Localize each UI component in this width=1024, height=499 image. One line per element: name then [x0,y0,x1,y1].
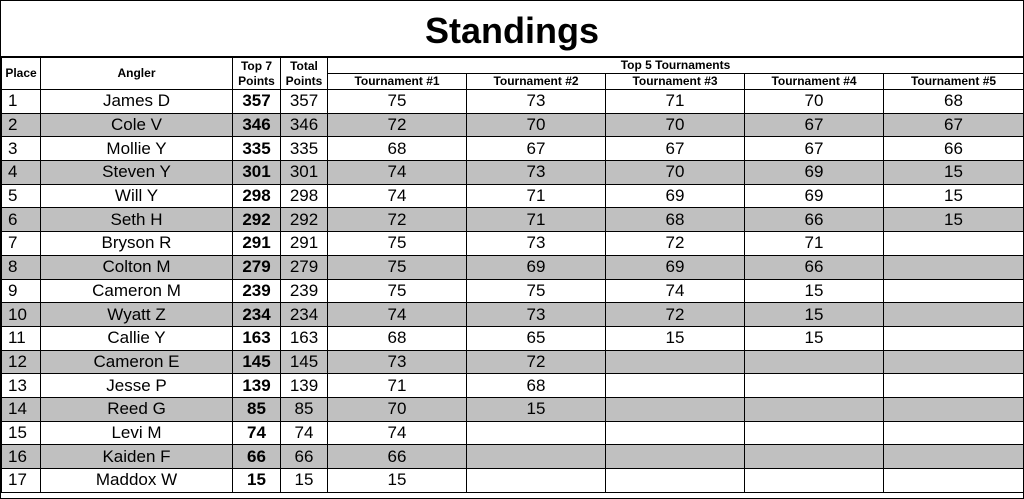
tournament-4-cell [745,421,884,445]
place-cell: 13 [2,374,41,398]
angler-cell: Cameron M [41,279,233,303]
place-cell: 5 [2,184,41,208]
total-points-cell: 66 [281,445,328,469]
tournament-5-cell [884,303,1024,327]
tournament-4-cell: 67 [745,113,884,137]
tournament-5-cell: 66 [884,137,1024,161]
tournament-1-cell: 74 [328,421,467,445]
header-total-line1: Total [290,58,318,73]
total-points-cell: 298 [281,184,328,208]
top7-points-cell: 291 [233,232,281,256]
tournament-5-cell [884,350,1024,374]
tournament-3-cell: 72 [606,303,745,327]
table-row [2,421,1024,445]
tournament-2-cell: 15 [467,397,606,421]
total-points-cell: 292 [281,208,328,232]
table-row [2,374,1024,398]
table-row [2,232,1024,256]
total-points-cell: 139 [281,374,328,398]
header-top7-line2: Points [238,73,275,88]
tournament-3-cell: 70 [606,161,745,185]
tournament-2-cell: 67 [467,137,606,161]
angler-cell: Kaiden F [41,445,233,469]
tournament-3-cell [606,445,745,469]
header-top5-tournaments: Top 5 Tournaments [328,58,1024,74]
top7-points-cell: 234 [233,303,281,327]
tournament-4-cell: 69 [745,184,884,208]
tournament-5-cell [884,279,1024,303]
total-points-cell: 15 [281,469,328,493]
table-row [2,350,1024,374]
angler-cell: Bryson R [41,232,233,256]
place-cell: 4 [2,161,41,185]
total-points-cell: 234 [281,303,328,327]
total-points-cell: 291 [281,232,328,256]
tournament-4-cell: 69 [745,161,884,185]
tournament-2-cell: 72 [467,350,606,374]
tournament-4-cell: 15 [745,303,884,327]
tournament-3-cell: 68 [606,208,745,232]
place-cell: 1 [2,90,41,114]
tournament-1-cell: 72 [328,113,467,137]
table-row [2,397,1024,421]
angler-cell: Jesse P [41,374,233,398]
place-cell: 16 [2,445,41,469]
table-row [2,326,1024,350]
tournament-4-cell: 15 [745,279,884,303]
angler-cell: Colton M [41,255,233,279]
table-row [2,161,1024,185]
place-cell: 15 [2,421,41,445]
tournament-3-cell [606,397,745,421]
tournament-3-cell [606,350,745,374]
tournament-5-cell [884,445,1024,469]
tournament-1-cell: 71 [328,374,467,398]
tournament-4-cell: 71 [745,232,884,256]
table-row [2,445,1024,469]
tournament-5-cell [884,326,1024,350]
tournament-1-cell: 15 [328,469,467,493]
tournament-4-cell: 66 [745,255,884,279]
header-tournament-5: Tournament #5 [884,74,1024,90]
table-row [2,255,1024,279]
tournament-5-cell [884,469,1024,493]
top7-points-cell: 85 [233,397,281,421]
place-cell: 9 [2,279,41,303]
tournament-3-cell: 72 [606,232,745,256]
tournament-3-cell [606,469,745,493]
angler-cell: Cole V [41,113,233,137]
angler-cell: Reed G [41,397,233,421]
top7-points-cell: 292 [233,208,281,232]
tournament-4-cell: 15 [745,326,884,350]
angler-cell: Mollie Y [41,137,233,161]
angler-cell: Wyatt Z [41,303,233,327]
top7-points-cell: 239 [233,279,281,303]
top7-points-cell: 335 [233,137,281,161]
table-row [2,208,1024,232]
tournament-5-cell [884,374,1024,398]
table-row [2,184,1024,208]
tournament-2-cell: 73 [467,303,606,327]
tournament-3-cell [606,374,745,398]
tournament-5-cell: 15 [884,161,1024,185]
tournament-1-cell: 72 [328,208,467,232]
top7-points-cell: 15 [233,469,281,493]
top7-points-cell: 357 [233,90,281,114]
angler-cell: Seth H [41,208,233,232]
tournament-5-cell [884,232,1024,256]
total-points-cell: 346 [281,113,328,137]
total-points-cell: 163 [281,326,328,350]
top7-points-cell: 163 [233,326,281,350]
tournament-4-cell: 66 [745,208,884,232]
angler-cell: Levi M [41,421,233,445]
tournament-1-cell: 75 [328,279,467,303]
tournament-2-cell: 73 [467,161,606,185]
angler-cell: Maddox W [41,469,233,493]
tournament-2-cell: 73 [467,232,606,256]
tournament-5-cell [884,397,1024,421]
place-cell: 8 [2,255,41,279]
tournament-3-cell: 70 [606,113,745,137]
table-row [2,279,1024,303]
top7-points-cell: 346 [233,113,281,137]
header-total-line2: Points [285,73,323,88]
angler-cell: Steven Y [41,161,233,185]
total-points-cell: 145 [281,350,328,374]
place-cell: 7 [2,232,41,256]
tournament-5-cell [884,255,1024,279]
table-row [2,469,1024,493]
header-place: Place [2,58,41,90]
tournament-1-cell: 66 [328,445,467,469]
table-row [2,90,1024,114]
tournament-1-cell: 75 [328,232,467,256]
tournament-2-cell [467,469,606,493]
table-body [2,90,1024,493]
tournament-4-cell: 67 [745,137,884,161]
total-points-cell: 357 [281,90,328,114]
table-header [2,58,1024,90]
table-row [2,303,1024,327]
tournament-4-cell [745,469,884,493]
header-top7-line1: Top 7 [240,58,273,73]
tournament-2-cell: 68 [467,374,606,398]
place-cell: 12 [2,350,41,374]
tournament-2-cell: 73 [467,90,606,114]
tournament-2-cell: 65 [467,326,606,350]
tournament-5-cell: 68 [884,90,1024,114]
tournament-5-cell: 15 [884,208,1024,232]
place-cell: 3 [2,137,41,161]
header-top7-points [233,58,281,90]
tournament-2-cell [467,445,606,469]
place-cell: 14 [2,397,41,421]
place-cell: 10 [2,303,41,327]
place-cell: 11 [2,326,41,350]
top7-points-cell: 66 [233,445,281,469]
total-points-cell: 85 [281,397,328,421]
header-tournament-2: Tournament #2 [467,74,606,90]
tournament-2-cell [467,421,606,445]
tournament-3-cell: 69 [606,255,745,279]
tournament-2-cell: 70 [467,113,606,137]
tournament-2-cell: 69 [467,255,606,279]
tournament-2-cell: 71 [467,184,606,208]
tournament-4-cell: 70 [745,90,884,114]
angler-cell: James D [41,90,233,114]
tournament-3-cell: 69 [606,184,745,208]
tournament-1-cell: 74 [328,303,467,327]
tournament-4-cell [745,374,884,398]
tournament-1-cell: 68 [328,137,467,161]
place-cell: 6 [2,208,41,232]
tournament-1-cell: 75 [328,255,467,279]
tournament-4-cell [745,397,884,421]
tournament-5-cell: 67 [884,113,1024,137]
place-cell: 2 [2,113,41,137]
header-tournament-3: Tournament #3 [606,74,745,90]
table-row [2,137,1024,161]
table-row [2,113,1024,137]
tournament-1-cell: 70 [328,397,467,421]
header-angler: Angler [41,58,233,90]
place-cell: 17 [2,469,41,493]
total-points-cell: 335 [281,137,328,161]
total-points-cell: 74 [281,421,328,445]
tournament-1-cell: 75 [328,90,467,114]
angler-cell: Callie Y [41,326,233,350]
tournament-5-cell: 15 [884,184,1024,208]
angler-cell: Will Y [41,184,233,208]
total-points-cell: 279 [281,255,328,279]
top7-points-cell: 145 [233,350,281,374]
tournament-4-cell [745,350,884,374]
tournament-1-cell: 73 [328,350,467,374]
angler-cell: Cameron E [41,350,233,374]
tournament-2-cell: 71 [467,208,606,232]
header-tournament-4: Tournament #4 [745,74,884,90]
tournament-4-cell [745,445,884,469]
tournament-3-cell: 74 [606,279,745,303]
page-title: Standings [1,1,1023,57]
tournament-3-cell [606,421,745,445]
header-total-points [281,58,328,90]
top7-points-cell: 74 [233,421,281,445]
top7-points-cell: 298 [233,184,281,208]
tournament-3-cell: 67 [606,137,745,161]
tournament-3-cell: 71 [606,90,745,114]
top7-points-cell: 139 [233,374,281,398]
tournament-3-cell: 15 [606,326,745,350]
tournament-2-cell: 75 [467,279,606,303]
tournament-1-cell: 74 [328,184,467,208]
tournament-5-cell [884,421,1024,445]
top7-points-cell: 301 [233,161,281,185]
header-tournament-1: Tournament #1 [328,74,467,90]
total-points-cell: 239 [281,279,328,303]
tournament-1-cell: 68 [328,326,467,350]
top7-points-cell: 279 [233,255,281,279]
standings-table [1,57,1024,493]
total-points-cell: 301 [281,161,328,185]
tournament-1-cell: 74 [328,161,467,185]
